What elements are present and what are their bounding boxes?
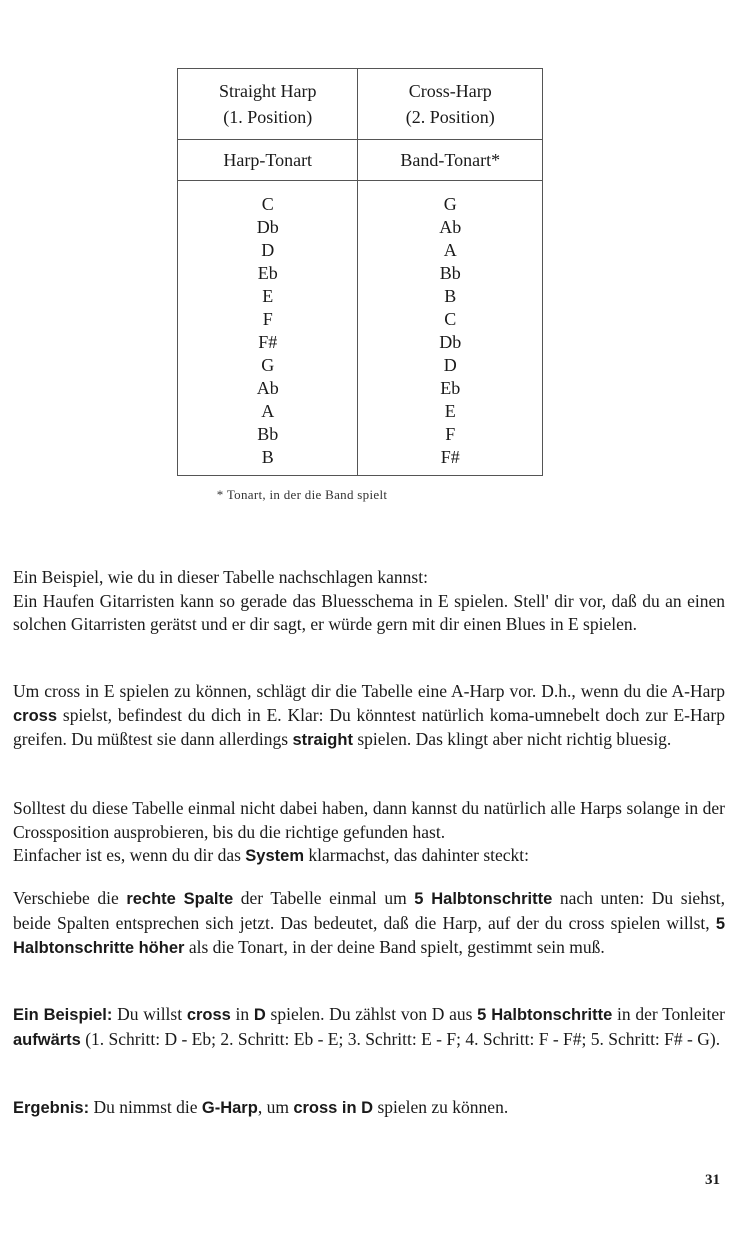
harp-key-cell: G [261,355,275,375]
band-key-cell: Db [439,332,462,352]
harp-key-cell: E [262,286,274,306]
paragraph-shift-column: Verschiebe die rechte Spalte der Tabelle einmal um 5 Halbtonschritte nach unten: Du siehst, beide Spalten entsprechen sich jetzt. Das bedeutet, daß die Harp, auf der du cross spielen willst, 5 Halbtonschritte höher als die Tonart, in der deine Band spielt, gestimmt sein muß. [13,888,725,957]
harp-key-cell: F [262,309,273,329]
header-band-key: Band-Tonart* [358,140,543,181]
band-key-cell: F# [440,447,460,467]
table-footnote: * Tonart, in der die Band spielt [216,487,388,502]
band-key-cell: D [443,355,457,375]
band-key-cell: F [445,424,456,444]
band-key-cell: C [444,309,457,329]
harp-key-cell: D [261,240,275,260]
harp-key-cell: Db [256,217,279,237]
harp-key-cell: C [261,194,274,214]
band-key-cell: Ab [439,217,462,237]
harp-key-cell: A [261,401,275,421]
header-harp-key: Harp-Tonart [178,140,358,181]
paragraph-system: Solltest du diese Tabelle einmal nicht dabei haben, dann kannst du natürlich alle Harps solange in der Crossposition ausprobieren, bis du die richtige gefunden hast. Einfacher ist es, wenn du dir das System klarmachst, das dahinter steckt: [13,798,725,865]
band-key-cell: G [443,194,457,214]
band-key-cell: A [443,240,457,260]
header-cross-harp: Cross-Harp (2. Position) [358,69,543,140]
paragraph-example-intro: Ein Beispiel, wie du in dieser Tabelle nachschlagen kannst: Ein Haufen Gitarristen kann so gerade das Bluesschema in E spielen. Stell' dir vor, daß du an einen solchen Gitarristen gerätst und er dir sagt, er würde gern mit dir einen Blues in E spielen. [13,567,725,634]
harp-key-cell: Bb [257,424,279,444]
band-key-cell: Bb [439,263,461,283]
harp-keys-column [178,181,358,476]
harp-key-cell: Eb [257,263,278,283]
paragraph-cross-in-e: Um cross in E spielen zu können, schlägt dir die Tabelle eine A-Harp vor. D.h., wenn du die A-Harp cross spielst, befindest du dich in E. Klar: Du könntest natürlich koma-umnebelt doch zur E-Harp greifen. Du müßtest sie dann allerdings straight spielen. Das klingt aber nicht richtig bluesig. [13,681,725,749]
harp-key-cell: F# [258,332,278,352]
band-key-cell: B [444,286,457,306]
band-key-cell: E [444,401,456,421]
header-straight-harp: Straight Harp (1. Position) [178,69,358,140]
paragraph-example-d: Ein Beispiel: Du willst cross in D spielen. Du zählst von D aus 5 Halbtonschritte in der Tonleiter aufwärts (1. Schritt: D - Eb; 2. Schritt: Eb - E; 3. Schritt: E - F; 4. Schritt: F - F#; 5. Schritt: F# - G). [13,1004,725,1049]
band-keys-column [358,181,543,476]
page-number: 31 [705,1172,720,1188]
harp-key-table [177,68,543,476]
harp-key-cell: B [261,447,274,467]
band-key-cell: Eb [440,378,461,398]
paragraph-result: Ergebnis: Du nimmst die G-Harp, um cross in D spielen zu können. [13,1097,509,1117]
harp-key-cell: Ab [256,378,279,398]
